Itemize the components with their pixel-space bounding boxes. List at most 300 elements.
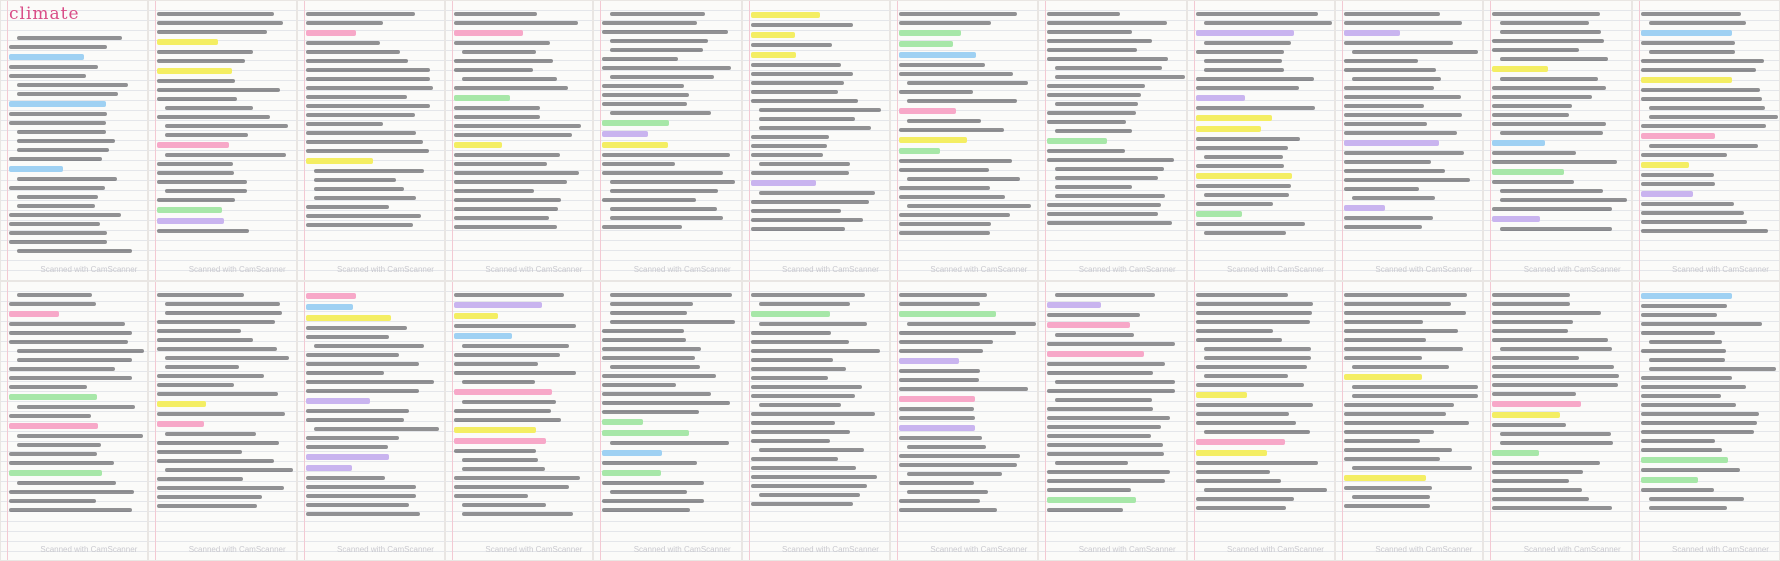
handwritten-line (9, 302, 96, 306)
handwritten-line (1641, 376, 1732, 380)
handwritten-line (1492, 95, 1592, 99)
handwritten-line (1055, 185, 1132, 189)
handwritten-line (1344, 421, 1469, 425)
handwritten-line (751, 349, 880, 353)
handwritten-line (1492, 39, 1603, 43)
highlighted-heading (454, 313, 498, 319)
handwritten-line (306, 50, 400, 54)
handwritten-line (454, 171, 579, 175)
handwritten-line (157, 88, 279, 92)
handwritten-line (1196, 470, 1270, 474)
handwritten-line (1344, 448, 1452, 452)
handwritten-line (899, 293, 987, 297)
handwritten-line (1352, 77, 1441, 81)
handwritten-line (899, 378, 979, 382)
highlighted-heading (9, 54, 84, 60)
handwritten-line (314, 169, 424, 173)
handwritten-line (9, 508, 132, 512)
handwritten-text-block (157, 7, 289, 238)
handwritten-line (1047, 93, 1140, 97)
handwritten-line (1047, 470, 1169, 474)
handwritten-line (1492, 12, 1600, 16)
handwritten-line (602, 162, 675, 166)
highlighted-heading (1492, 412, 1560, 418)
handwritten-line (454, 198, 561, 202)
notes-page (1484, 1, 1630, 280)
handwritten-line (1641, 153, 1727, 157)
notes-page (298, 1, 444, 280)
notes-page (1039, 1, 1185, 280)
handwritten-line (9, 186, 105, 190)
handwritten-line (899, 481, 974, 485)
scanner-watermark: Scanned with CamScanner (930, 264, 1028, 274)
handwritten-line (1500, 347, 1612, 351)
page-title: climate (9, 4, 80, 24)
page-margin-line (452, 282, 453, 561)
handwritten-line (157, 59, 245, 63)
handwritten-text-block (751, 288, 883, 511)
highlighted-heading (1641, 293, 1732, 299)
handwritten-line (1055, 176, 1158, 180)
handwritten-line (907, 322, 1036, 326)
handwritten-line (314, 344, 425, 348)
handwritten-line (1344, 113, 1462, 117)
highlighted-heading (1196, 392, 1248, 398)
highlighted-heading (1196, 439, 1286, 445)
handwritten-line (1492, 479, 1569, 483)
handwritten-line (462, 344, 569, 348)
scanner-watermark: Scanned with CamScanner (633, 545, 731, 554)
handwritten-line (17, 443, 101, 447)
highlighted-heading (602, 470, 660, 476)
handwritten-line (1649, 115, 1778, 119)
handwritten-line (1344, 122, 1427, 126)
handwritten-line (1196, 365, 1307, 369)
handwritten-line (157, 293, 243, 297)
handwritten-text-block (1641, 288, 1773, 515)
highlighted-heading (602, 419, 643, 425)
handwritten-line (157, 115, 270, 119)
handwritten-line (1047, 30, 1132, 34)
handwritten-line (1047, 203, 1160, 207)
handwritten-line (462, 503, 546, 507)
handwritten-line (1641, 394, 1721, 398)
highlighted-heading (751, 180, 816, 186)
page-margin-line (1639, 1, 1640, 280)
handwritten-line (1055, 194, 1165, 198)
handwritten-line (157, 21, 283, 25)
notes-page (891, 1, 1037, 280)
page-margin-line (452, 1, 453, 280)
handwritten-line (602, 84, 684, 88)
scanner-watermark: Scanned with CamScanner (1375, 545, 1473, 554)
highlighted-heading (157, 207, 221, 213)
page-margin-line (600, 282, 601, 561)
page-margin-line (749, 282, 750, 561)
handwritten-text-block (1196, 7, 1328, 240)
handwritten-line (157, 162, 233, 166)
handwritten-line (1196, 202, 1274, 206)
handwritten-line (306, 12, 415, 16)
handwritten-line (1204, 430, 1310, 434)
notes-page (594, 282, 740, 561)
handwritten-line (1047, 212, 1157, 216)
handwritten-line (751, 466, 856, 470)
handwritten-line (17, 358, 132, 362)
handwritten-line (9, 376, 132, 380)
handwritten-line (1055, 380, 1175, 384)
handwritten-line (907, 490, 988, 494)
notes-page (594, 1, 740, 280)
handwritten-line (1196, 86, 1299, 90)
handwritten-line (306, 95, 407, 99)
handwritten-line (1352, 495, 1430, 499)
handwritten-line (1500, 131, 1602, 135)
handwritten-line (1649, 367, 1776, 371)
handwritten-line (899, 499, 980, 503)
page-margin-line (1045, 282, 1046, 561)
handwritten-line (899, 63, 985, 67)
handwritten-line (1196, 137, 1300, 141)
handwritten-line (1047, 443, 1163, 447)
page-margin-line (1045, 1, 1046, 280)
handwritten-line (1344, 104, 1424, 108)
scanner-watermark: Scanned with CamScanner (188, 545, 286, 554)
highlighted-heading (157, 68, 232, 74)
handwritten-line (454, 418, 561, 422)
handwritten-text-block (1492, 288, 1624, 515)
handwritten-line (907, 99, 1017, 103)
handwritten-line (610, 311, 686, 315)
handwritten-line (1492, 488, 1582, 492)
handwritten-line (9, 240, 107, 244)
handwritten-line (1641, 331, 1716, 335)
handwritten-line (1204, 59, 1282, 63)
handwritten-line (454, 353, 560, 357)
handwritten-line (751, 144, 828, 148)
handwritten-line (454, 371, 576, 375)
handwritten-line (1047, 508, 1122, 512)
scanner-watermark: Scanned with CamScanner (1672, 264, 1769, 274)
handwritten-line (602, 21, 696, 25)
handwritten-line (1055, 102, 1137, 106)
handwritten-line (1492, 207, 1612, 211)
highlighted-heading (1196, 115, 1273, 121)
highlighted-heading (454, 30, 523, 36)
highlighted-heading (306, 293, 357, 299)
page-margin-line (1342, 282, 1343, 561)
handwritten-line (1641, 385, 1746, 389)
handwritten-line (314, 196, 416, 200)
handwritten-line (1344, 187, 1419, 191)
handwritten-line (306, 149, 429, 153)
page-margin-line (1342, 1, 1343, 280)
handwritten-line (1352, 466, 1472, 470)
handwritten-line (1047, 407, 1153, 411)
handwritten-line (1500, 21, 1589, 25)
handwritten-line (899, 302, 980, 306)
handwritten-line (1492, 180, 1573, 184)
handwritten-line (759, 322, 867, 326)
handwritten-line (9, 112, 107, 116)
handwritten-line (1196, 50, 1285, 54)
handwritten-line (306, 512, 421, 516)
notes-page (1336, 282, 1482, 561)
handwritten-line (907, 445, 986, 449)
highlighted-heading (306, 304, 353, 310)
handwritten-line (610, 216, 723, 220)
handwritten-line (1641, 468, 1741, 472)
handwritten-line (751, 227, 846, 231)
handwritten-line (1641, 313, 1717, 317)
handwritten-text-block (306, 288, 438, 521)
scanner-watermark: Scanned with CamScanner (1078, 545, 1176, 554)
handwritten-line (1196, 320, 1311, 324)
highlighted-heading (306, 30, 357, 36)
handwritten-line (751, 385, 862, 389)
highlighted-heading (899, 311, 996, 317)
handwritten-line (899, 222, 991, 226)
highlighted-heading (157, 142, 229, 148)
handwritten-line (899, 387, 1028, 391)
highlighted-heading (9, 423, 98, 429)
handwritten-line (454, 225, 557, 229)
highlighted-heading (9, 394, 97, 400)
handwritten-line (1641, 349, 1726, 353)
handwritten-line (1649, 144, 1758, 148)
page-margin-line (897, 1, 898, 280)
handwritten-line (1196, 383, 1304, 387)
handwritten-line (899, 12, 1017, 16)
handwritten-text-block (1641, 7, 1773, 238)
handwritten-line (165, 432, 256, 436)
scanner-watermark: Scanned with CamScanner (337, 264, 434, 274)
handwritten-line (1344, 338, 1426, 342)
highlighted-heading (602, 430, 689, 436)
handwritten-line (1047, 434, 1151, 438)
handwritten-line (454, 485, 569, 489)
handwritten-line (1641, 88, 1760, 92)
handwritten-line (759, 493, 860, 497)
handwritten-line (1055, 167, 1164, 171)
handwritten-line (1641, 430, 1754, 434)
handwritten-line (1492, 470, 1583, 474)
handwritten-line (454, 115, 540, 119)
handwritten-line (9, 367, 115, 371)
handwritten-text-block (751, 7, 883, 236)
handwritten-line (610, 293, 731, 297)
handwritten-line (610, 12, 705, 16)
handwritten-line (9, 499, 96, 503)
handwritten-line (157, 338, 253, 342)
handwritten-line (454, 124, 581, 128)
handwritten-line (454, 180, 567, 184)
handwritten-line (1196, 338, 1282, 342)
highlighted-heading (602, 131, 648, 137)
handwritten-line (17, 130, 106, 134)
handwritten-line (157, 441, 278, 445)
handwritten-line (165, 356, 289, 360)
handwritten-line (1344, 403, 1454, 407)
highlighted-heading (9, 470, 102, 476)
handwritten-line (751, 376, 829, 380)
handwritten-line (454, 162, 547, 166)
handwritten-line (454, 216, 549, 220)
handwritten-line (610, 441, 729, 445)
handwritten-line (454, 494, 528, 498)
highlighted-heading (751, 52, 797, 58)
handwritten-line (610, 180, 735, 184)
handwritten-line (462, 458, 538, 462)
handwritten-line (306, 21, 383, 25)
notes-page (1, 282, 147, 561)
scanner-watermark: Scanned with CamScanner (40, 264, 138, 274)
highlighted-heading (1196, 95, 1245, 101)
handwritten-line (1344, 216, 1433, 220)
highlighted-heading (1047, 322, 1130, 328)
handwritten-line (462, 50, 536, 54)
handwritten-line (759, 191, 875, 195)
scanner-watermark: Scanned with CamScanner (40, 545, 138, 554)
notes-page (446, 1, 592, 280)
handwritten-text-block (9, 288, 141, 517)
handwritten-line (17, 434, 143, 438)
handwritten-line (602, 102, 687, 106)
handwritten-line (751, 63, 842, 67)
handwritten-line (1492, 383, 1617, 387)
highlighted-heading (454, 302, 542, 308)
handwritten-line (306, 353, 400, 357)
handwritten-line (1492, 86, 1606, 90)
handwritten-line (1344, 225, 1422, 229)
handwritten-line (1196, 403, 1313, 407)
scanner-watermark: Scanned with CamScanner (485, 264, 583, 274)
handwritten-line (165, 133, 247, 137)
handwritten-line (314, 178, 396, 182)
handwritten-line (1344, 293, 1467, 297)
handwritten-line (1641, 41, 1736, 45)
handwritten-line (306, 214, 421, 218)
handwritten-line (1344, 131, 1457, 135)
handwritten-line (1055, 333, 1133, 337)
handwritten-line (9, 490, 134, 494)
handwritten-line (751, 412, 875, 416)
handwritten-line (306, 223, 413, 227)
handwritten-line (454, 41, 550, 45)
notes-page (149, 282, 295, 561)
handwritten-line (602, 93, 689, 97)
handwritten-line (1196, 479, 1281, 483)
page-margin-line (1639, 282, 1640, 561)
handwritten-line (1196, 329, 1273, 333)
handwritten-line (165, 153, 286, 157)
handwritten-line (165, 365, 238, 369)
scanner-watermark: Scanned with CamScanner (782, 545, 879, 554)
page-margin-line (155, 1, 156, 280)
highlighted-heading (1641, 133, 1715, 139)
handwritten-text-block (1047, 7, 1179, 230)
handwritten-line (1492, 338, 1608, 342)
handwritten-line (907, 81, 1028, 85)
scanner-watermark: Scanned with CamScanner (188, 264, 286, 274)
handwritten-line (1047, 158, 1174, 162)
scanner-watermark: Scanned with CamScanner (1078, 264, 1176, 274)
handwritten-line (1352, 394, 1478, 398)
handwritten-line (157, 374, 264, 378)
highlighted-heading (454, 95, 510, 101)
highlighted-heading (751, 12, 820, 18)
handwritten-line (1344, 486, 1432, 490)
handwritten-line (899, 463, 1017, 467)
handwritten-line (165, 124, 287, 128)
handwritten-line (157, 459, 273, 463)
handwritten-text-block (1344, 288, 1476, 513)
handwritten-line (454, 476, 580, 480)
handwritten-line (157, 412, 285, 416)
handwritten-line (1047, 342, 1175, 346)
handwritten-line (602, 338, 685, 342)
highlighted-heading (1047, 138, 1106, 144)
handwritten-line (602, 57, 678, 61)
handwritten-line (751, 81, 844, 85)
notes-page (446, 282, 592, 561)
page-margin-line (7, 1, 8, 280)
handwritten-line (1641, 304, 1727, 308)
handwritten-line (1047, 120, 1126, 124)
handwritten-line (1500, 227, 1612, 231)
handwritten-line (17, 195, 98, 199)
notes-page (298, 282, 444, 561)
handwritten-line (899, 186, 990, 190)
handwritten-line (907, 472, 1002, 476)
handwritten-line (454, 362, 538, 366)
handwritten-line (602, 499, 704, 503)
handwritten-line (165, 311, 282, 315)
handwritten-line (454, 449, 536, 453)
handwritten-line (1344, 151, 1464, 155)
handwritten-line (1492, 329, 1568, 333)
handwritten-line (610, 302, 693, 306)
handwritten-line (1344, 68, 1436, 72)
handwritten-line (1196, 12, 1319, 16)
handwritten-line (610, 320, 735, 324)
handwritten-line (1344, 430, 1434, 434)
handwritten-line (751, 135, 830, 139)
handwritten-line (306, 418, 405, 422)
notes-page (1, 1, 147, 280)
notes-page (1633, 1, 1779, 280)
handwritten-line (1344, 41, 1453, 45)
handwritten-line (899, 213, 1010, 217)
handwritten-line (165, 302, 279, 306)
highlighted-heading (1641, 162, 1690, 168)
handwritten-text-block (602, 7, 734, 234)
handwritten-line (1649, 497, 1744, 501)
handwritten-line (1204, 41, 1292, 45)
handwritten-line (1196, 506, 1286, 510)
handwritten-line (17, 481, 116, 485)
highlighted-heading (1344, 475, 1426, 481)
page-margin-line (1490, 1, 1491, 280)
handwritten-line (1344, 347, 1463, 351)
handwritten-line (610, 189, 718, 193)
handwritten-line (1344, 356, 1422, 360)
handwritten-text-block (1492, 7, 1624, 236)
handwritten-line (602, 410, 699, 414)
handwritten-line (1492, 151, 1576, 155)
highlighted-heading (899, 396, 975, 402)
handwritten-line (1055, 461, 1128, 465)
